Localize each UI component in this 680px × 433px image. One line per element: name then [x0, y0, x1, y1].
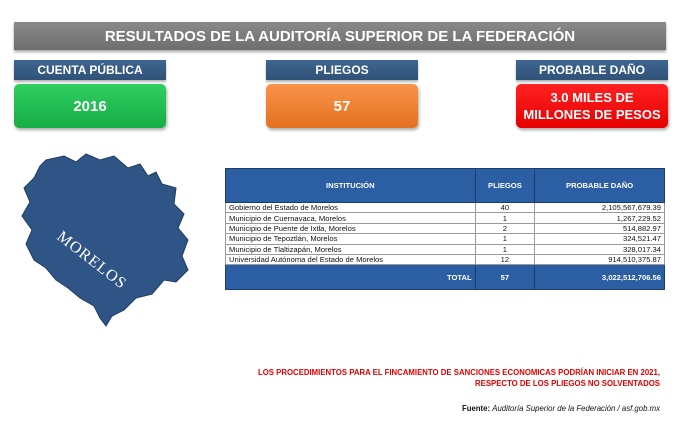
source-text: Auditoría Superior de la Federación / asf.gob.mx — [492, 404, 660, 413]
cell-pliegos: 1 — [475, 244, 535, 254]
cell-dano: 914,510,375.87 — [535, 254, 665, 264]
kpi-pliegos-label: PLIEGOS — [266, 60, 418, 80]
total-dano: 3,022,512,706.56 — [535, 265, 665, 290]
page-title: RESULTADOS DE LA AUDITORÍA SUPERIOR DE LA FEDERACIÓN — [14, 22, 666, 50]
table-row — [226, 244, 665, 254]
kpi-cuenta-publica — [14, 60, 166, 128]
cell-pliegos: 1 — [475, 234, 535, 244]
kpi-pliegos-value: 57 — [266, 84, 418, 128]
total-label: TOTAL — [226, 265, 476, 290]
cell-institucion: Universidad Autónoma del Estado de Morelos — [226, 254, 476, 264]
kpi-cuenta-publica-value: 2016 — [14, 84, 166, 128]
cell-pliegos: 12 — [475, 254, 535, 264]
sanciones-note-line2: RESPECTO DE LOS PLIEGOS NO SOLVENTADOS — [475, 379, 660, 388]
table-total-row — [226, 265, 665, 290]
table-row — [226, 223, 665, 233]
cell-institucion: Municipio de Cuernavaca, Morelos — [226, 213, 476, 223]
cell-dano: 324,521.47 — [535, 234, 665, 244]
kpi-probable-dano — [516, 60, 668, 128]
cell-institucion: Municipio de Tlaltizapán, Morelos — [226, 244, 476, 254]
total-pliegos: 57 — [475, 265, 535, 290]
table-header-row — [226, 169, 665, 203]
sanciones-note-line1: LOS PROCEDIMIENTOS PARA EL FINCAMIENTO DE SANCIONES ECONOMICAS PODRÍAN INICIAR EN 2021, — [257, 368, 660, 377]
header-probable-dano: PROBABLE DAÑO — [535, 169, 665, 203]
kpi-probable-dano-value-line2: MILLONES DE PESOS — [523, 107, 661, 122]
source-label: Fuente: — [461, 404, 491, 413]
cell-institucion: Municipio de Tepoztlán, Morelos — [226, 234, 476, 244]
cell-institucion: Municipio de Puente de Ixtla, Morelos — [226, 223, 476, 233]
cell-dano: 2,105,567,679.39 — [535, 203, 665, 213]
kpi-probable-dano-label: PROBABLE DAÑO — [516, 60, 668, 80]
cell-dano: 514,882.97 — [535, 223, 665, 233]
table-row — [226, 234, 665, 244]
morelos-map-shape — [22, 154, 188, 326]
map-state-label: MORELOS — [53, 228, 130, 293]
cell-dano: 328,017.34 — [535, 244, 665, 254]
pliegos-table — [225, 168, 665, 290]
cell-institucion: Gobierno del Estado de Morelos — [226, 203, 476, 213]
sanciones-note — [200, 367, 660, 389]
header-institucion: INSTITUCIÓN — [226, 169, 476, 203]
header-pliegos: PLIEGOS — [475, 169, 535, 203]
table-row — [226, 203, 665, 213]
kpi-cuenta-publica-label: CUENTA PÚBLICA — [14, 60, 166, 80]
morelos-map — [16, 148, 196, 328]
kpi-pliegos — [266, 60, 418, 128]
cell-dano: 1,267,229.52 — [535, 213, 665, 223]
source-citation — [360, 404, 660, 413]
kpi-probable-dano-value — [516, 84, 668, 128]
kpi-probable-dano-value-line1: 3.0 MILES DE — [550, 90, 634, 105]
table-row — [226, 254, 665, 264]
table-row — [226, 213, 665, 223]
cell-pliegos: 1 — [475, 213, 535, 223]
cell-pliegos: 40 — [475, 203, 535, 213]
cell-pliegos: 2 — [475, 223, 535, 233]
